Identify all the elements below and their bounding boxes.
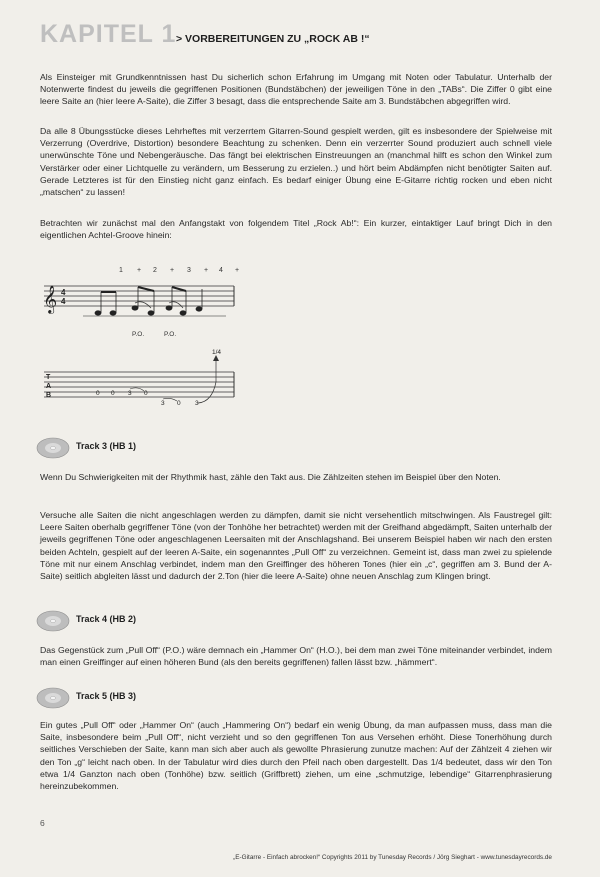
track-5-marker[interactable] (36, 686, 336, 710)
count-label: 4 (219, 267, 223, 274)
tab-number: 0 (111, 390, 115, 397)
count-label: + (137, 267, 142, 274)
paragraph-intro: Als Einsteiger mit Grundkenntnissen hast Du sicherlich schon Erfahrung im Umgang mit Noten oder Tabulatur. Unterhalb der Notenwerte findest du jeweils die gegriffenen Positionen (Bundstäbchen) der jeweiligen Töne in den „TABs“. Die Ziffer 0 gibt eine leere Saite an (hier leere A-Saite), die Ziffer 3 besagt, dass die entsprechende Saite am 3. Bundstäbchen abgegriffen wird. (40, 72, 552, 107)
cd-icon (36, 686, 70, 710)
count-label: 3 (187, 267, 191, 274)
pull-off-label: P.O. (132, 331, 145, 338)
music-notation (40, 262, 260, 419)
tab-label: B (46, 392, 52, 399)
count-label: + (204, 267, 209, 274)
paragraph-example-intro: Betrachten wir zunächst mal den Anfangstakt von folgendem Titel „Rock Ab!“: Ein kurzer, eintaktiger Lauf bringt Dich in den eigentlichen Achtel-Groove hinein: (40, 218, 552, 241)
tab-lines (44, 372, 234, 397)
footer-copyright: „E-Gitarre - Einfach abrocken!“ Copyrights 2011 by Tunesday Records / Jörg Sieghart - www.tunesdayrecords.de (233, 854, 552, 861)
pull-off-label: P.O. (164, 331, 177, 338)
track-label: Track 5 (HB 3) (76, 691, 137, 701)
cd-icon (36, 436, 70, 460)
count-label: + (170, 267, 175, 274)
tab-number: 0 (96, 390, 100, 397)
bend-arrow (198, 356, 216, 403)
track-label: Track 4 (HB 2) (76, 614, 137, 624)
paragraph-distortion: Da alle 8 Übungsstücke dieses Lehrheftes mit verzerrtem Gitarren-Sound gespielt werden, gilt es insbesondere der Spielweise mit Verzerrung (Overdrive, Distortion) besondere Beachtung zu schenken. Denn ein verzerrter Sound produziert auch schnell viele unerwünschte Töne und Nebengeräusche. Das fängt bei elektrischen Einstreuungen an (manchmal hilft es schon den Winkel zum Verstärker oder einer Lichtquelle zu verändern, um Besserung zu erzielen..) und hört beim Abdämpfen nicht benötigter Saiten auf. Gerade Letzteres ist für den Einstieg nicht ganz einfach. Es bedarf einiger Übung eine E-Gitarre richtig rocken und eben nicht „matschen“ zu lassen! (40, 126, 552, 198)
chapter-subtitle: > VORBEREITUNGEN ZU „ROCK AB !“ (176, 33, 370, 45)
tab-label: A (46, 383, 52, 390)
tab-number: 3 (128, 390, 132, 397)
count-label: 2 (153, 267, 157, 274)
count-label: 1 (119, 267, 123, 274)
tab-number: 3 (161, 400, 165, 407)
tab-number: 3 (195, 400, 199, 407)
staff-lines (44, 286, 234, 306)
notation-svg (40, 262, 260, 414)
time-signature: 4 (61, 297, 66, 306)
treble-clef-icon: 𝄞 (43, 285, 58, 313)
tab-number: 0 (144, 390, 148, 397)
time-signature: 4 (61, 288, 66, 297)
tab-number: 0 (177, 400, 181, 407)
track-3-marker[interactable] (36, 436, 336, 460)
tab-label: T (46, 374, 51, 381)
track-4-marker[interactable] (36, 609, 336, 633)
notes (83, 287, 226, 316)
paragraph-hammer-on: Das Gegenstück zum „Pull Off“ (P.O.) wäre demnach ein „Hammer On“ (H.O.), bei dem man zwei Töne miteinander verbindet, indem man einen Greiffinger auf einen höheren Bund (als den bereits gegriffenen) fallen lässt bzw. „hämmert“. (40, 645, 552, 668)
chapter-title: KAPITEL 1 (40, 20, 177, 48)
count-label: + (235, 267, 240, 274)
paragraph-rhythm: Wenn Du Schwierigkeiten mit der Rhythmik hast, zähle den Takt aus. Die Zählzeiten stehen im Beispiel über den Noten. (40, 472, 501, 482)
track-label: Track 3 (HB 1) (76, 441, 137, 451)
paragraph-bend: Ein gutes „Pull Off“ oder „Hammer On“ (auch „Hammering On“) bedarf ein wenig Übung, da man aufpassen muss, dass man die Saite, insbesondere beim „Pull Off“, nicht verzieht und so den gegriffenen Ton aus Versehen erhöht. Diese Tonerhöhung durch seitliches Verschieben der Saite, kann man sich aber auch als gewollte Phrasierung zunutze machen: Auf der Zählzeit 4 ziehen wir den Ton „g“ leicht nach oben. In der Tabulatur wird dies durch den Pfeil nach oben dargestellt. Das 1/4 bedeutet, dass wir den Ton etwa 1/4 Ganzton nach oben (Tonhöhe) bzw. seitlich (Griffbrett) ziehen, um eine „schmutzige, lebendige“ Gitarrenphrasierung hereinzubekommen. (40, 720, 552, 792)
paragraph-muting: Versuche alle Saiten die nicht angeschlagen werden zu dämpfen, damit sie nicht versehentlich mitschwingen. Als Faustregel gilt: Leere Saiten oberhalb gegriffener Töne (von der Tonhöhe her betrachtet) werden mit der Greifhand abgedämpft, Saiten unterhalb der jeweils gegriffenen Töne oder angeschlagenen Leersaiten mit der Anschlagshand. Bei unserem Beispiel haben wir nach den ersten beiden Achteln, gespielt auf der leeren A-Saite, ein sogenanntes „Pull Off“ zu verzeichnen. Gemeint ist, dass man zwei zu spielende Töne mit nur einem Anschlag verbindet, indem man den Greiffinger des höheren Tones (hier ein „c“, gegriffen am 3. Bund der A-Saite) seitlich abgleiten lässt und dadurch der 2.Ton (hier die leere A-Saite) ohne neuen Anschlag zum Klingen bringt. (40, 510, 552, 582)
bend-label: 1/4 (212, 349, 222, 356)
page-number: 6 (40, 818, 45, 828)
cd-icon (36, 609, 70, 633)
